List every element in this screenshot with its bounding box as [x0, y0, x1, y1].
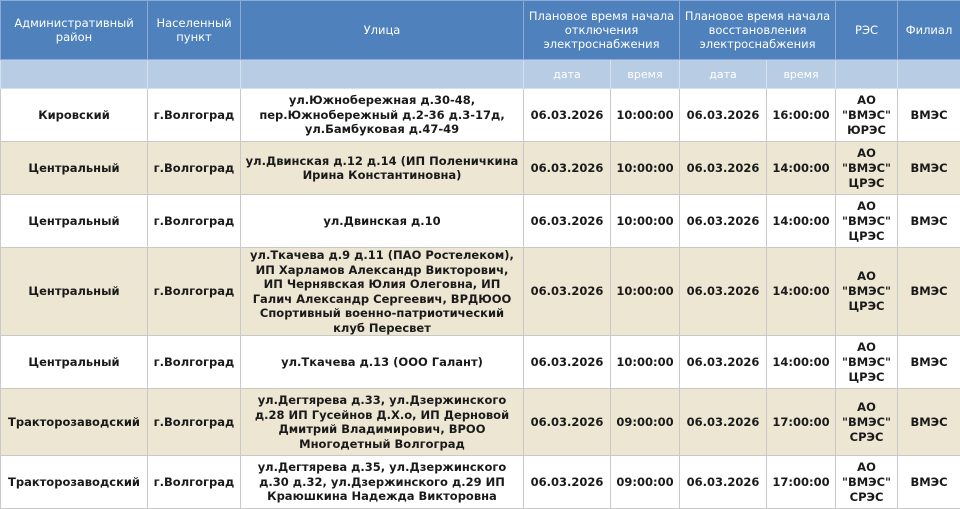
subheader-on-date: дата — [680, 60, 767, 89]
cell-street: ул.Южнобережная д.30-48, пер.Южнобережный д.2-36 д.3-17д, ул.Бамбуковая д.47-49 — [241, 89, 524, 142]
cell-locality: г.Волгоград — [148, 195, 241, 248]
subheader-empty — [241, 60, 524, 89]
cell-branch: ВМЭС — [898, 389, 960, 456]
cell-district: Центральный — [1, 142, 148, 195]
cell-on-time: 14:00:00 — [767, 336, 836, 389]
cell-street: ул.Двинская д.10 — [241, 195, 524, 248]
table-row — [1, 248, 960, 336]
cell-res: АО "ВМЭС" СРЭС — [836, 456, 898, 509]
cell-branch: ВМЭС — [898, 195, 960, 248]
header-district: Административный район — [1, 1, 148, 60]
cell-off-time: 10:00:00 — [611, 248, 680, 336]
cell-off-time: 10:00:00 — [611, 195, 680, 248]
table-row — [1, 195, 960, 248]
cell-off-date: 06.03.2026 — [524, 248, 611, 336]
cell-branch: ВМЭС — [898, 456, 960, 509]
table-row — [1, 89, 960, 142]
cell-on-date: 06.03.2026 — [680, 336, 767, 389]
cell-district: Тракторозаводский — [1, 389, 148, 456]
cell-res: АО "ВМЭС" ЦРЭС — [836, 248, 898, 336]
table-header-row — [1, 1, 960, 60]
cell-off-date: 06.03.2026 — [524, 389, 611, 456]
cell-off-date: 06.03.2026 — [524, 89, 611, 142]
cell-on-date: 06.03.2026 — [680, 89, 767, 142]
cell-off-time: 10:00:00 — [611, 89, 680, 142]
table-row — [1, 456, 960, 509]
cell-off-date: 06.03.2026 — [524, 195, 611, 248]
subheader-empty — [836, 60, 898, 89]
header-res: РЭС — [836, 1, 898, 60]
cell-branch: ВМЭС — [898, 142, 960, 195]
cell-res: АО "ВМЭС" ЦРЭС — [836, 195, 898, 248]
cell-off-time: 10:00:00 — [611, 142, 680, 195]
cell-district: Тракторозаводский — [1, 456, 148, 509]
cell-district: Центральный — [1, 336, 148, 389]
header-off-time: Плановое время начала отключения электроснабжения — [524, 1, 680, 60]
cell-off-time: 09:00:00 — [611, 389, 680, 456]
cell-on-time: 14:00:00 — [767, 248, 836, 336]
table-row — [1, 389, 960, 456]
cell-on-time: 16:00:00 — [767, 89, 836, 142]
cell-district: Кировский — [1, 89, 148, 142]
cell-res: АО "ВМЭС" ЦРЭС — [836, 142, 898, 195]
header-restore-time: Плановое время начала восстановления электроснабжения — [680, 1, 836, 60]
subheader-empty — [898, 60, 960, 89]
table-row — [1, 336, 960, 389]
cell-branch: ВМЭС — [898, 248, 960, 336]
cell-locality: г.Волгоград — [148, 142, 241, 195]
cell-on-time: 17:00:00 — [767, 389, 836, 456]
cell-res: АО "ВМЭС" СРЭС — [836, 389, 898, 456]
cell-on-time: 14:00:00 — [767, 142, 836, 195]
table-subheader-row — [1, 60, 960, 89]
table-row — [1, 142, 960, 195]
cell-off-date: 06.03.2026 — [524, 456, 611, 509]
cell-off-date: 06.03.2026 — [524, 336, 611, 389]
cell-street: ул.Ткачева д.13 (ООО Галант) — [241, 336, 524, 389]
subheader-on-time: время — [767, 60, 836, 89]
cell-street: ул.Ткачева д.9 д.11 (ПАО Ростелеком), ИП Харламов Александр Викторович, ИП Чернявская Юлия Олеговна, ИП Галич Александр Сергеевич, ВРДЮОО Спортивный военно-патриотический клуб Пересвет — [241, 248, 524, 336]
cell-locality: г.Волгоград — [148, 248, 241, 336]
cell-on-time: 14:00:00 — [767, 195, 836, 248]
cell-street: ул.Дегтярева д.35, ул.Дзержинского д.30 д.32, ул.Дзержинского д.29 ИП Краюшкина Надежда Викторовна — [241, 456, 524, 509]
subheader-empty — [148, 60, 241, 89]
cell-res: АО "ВМЭС" ЦРЭС — [836, 336, 898, 389]
subheader-empty — [1, 60, 148, 89]
cell-on-date: 06.03.2026 — [680, 456, 767, 509]
cell-street: ул.Двинская д.12 д.14 (ИП Поленичкина Ирина Константиновна) — [241, 142, 524, 195]
cell-res: АО "ВМЭС" ЮРЭС — [836, 89, 898, 142]
cell-off-date: 06.03.2026 — [524, 142, 611, 195]
cell-branch: ВМЭС — [898, 336, 960, 389]
header-locality: Населенный пункт — [148, 1, 241, 60]
cell-off-time: 09:00:00 — [611, 456, 680, 509]
cell-on-date: 06.03.2026 — [680, 389, 767, 456]
cell-street: ул.Дегтярева д.33, ул.Дзержинского д.28 ИП Гусейнов Д.Х.о, ИП Дерновой Дмитрий Владимирович, ВРОО Многодетный Волгоград — [241, 389, 524, 456]
subheader-off-date: дата — [524, 60, 611, 89]
cell-on-date: 06.03.2026 — [680, 248, 767, 336]
cell-locality: г.Волгоград — [148, 336, 241, 389]
cell-on-date: 06.03.2026 — [680, 195, 767, 248]
cell-on-time: 17:00:00 — [767, 456, 836, 509]
cell-locality: г.Волгоград — [148, 456, 241, 509]
header-branch: Филиал — [898, 1, 960, 60]
subheader-off-time: время — [611, 60, 680, 89]
cell-off-time: 10:00:00 — [611, 336, 680, 389]
cell-branch: ВМЭС — [898, 89, 960, 142]
header-street: Улица — [241, 1, 524, 60]
cell-district: Центральный — [1, 195, 148, 248]
cell-locality: г.Волгоград — [148, 389, 241, 456]
cell-on-date: 06.03.2026 — [680, 142, 767, 195]
cell-district: Центральный — [1, 248, 148, 336]
cell-locality: г.Волгоград — [148, 89, 241, 142]
